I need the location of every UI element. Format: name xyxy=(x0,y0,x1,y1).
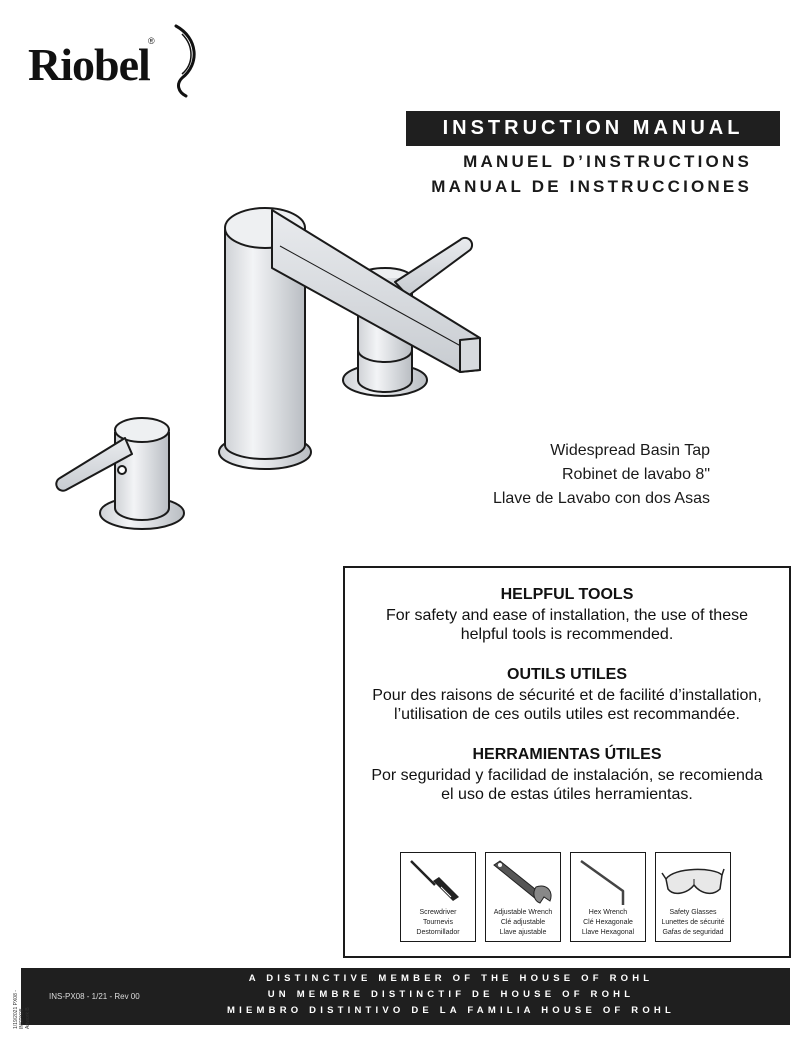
tools-text-fr-1: Pour des raisons de sécurité et de facilité d’installation, xyxy=(372,687,762,704)
brand-name: Riobel xyxy=(28,39,150,90)
tools-text-en-1: For safety and ease of installation, the use of these xyxy=(386,607,748,624)
tool-label-safety-glasses: Safety Glasses Lunettes de sécurité Gafas de seguridad xyxy=(661,909,725,936)
title-banner xyxy=(406,111,780,146)
tool-card-hex-key xyxy=(570,852,646,942)
side-print-code: 1/19/2021 PX08 - INSPX08 Artwork B xyxy=(13,990,31,1029)
brand-logo xyxy=(28,24,198,98)
footer-line-fr: UN MEMBRE DISTINCTIF DE HOUSE OF ROHL xyxy=(267,989,635,1000)
tool-card-screwdriver xyxy=(400,852,476,942)
registered-mark: ® xyxy=(148,36,155,46)
product-name-spanish: Llave de Lavabo con dos Asas xyxy=(492,490,710,507)
tool-label-hex-key: Hex Wrench Clé Hexagonale Llave Hexagonal xyxy=(581,909,635,936)
page-title: INSTRUCTION MANUAL xyxy=(442,117,744,139)
tool-card-wrench xyxy=(485,852,561,942)
footer-line-en: A DISTINCTIVE MEMBER OF THE HOUSE OF ROHL xyxy=(248,973,654,984)
tools-heading-fr: OUTILS UTILES xyxy=(507,666,627,683)
logo-swirl-icon xyxy=(168,24,202,98)
tools-text-en-2: helpful tools is recommended. xyxy=(460,626,674,643)
safety-glasses-icon xyxy=(660,857,726,907)
tool-label-screwdriver: Screwdriver Tournevis Destornillador xyxy=(416,909,460,936)
faucet-illustration xyxy=(40,190,510,550)
title-french: MANUEL D’INSTRUCTIONS xyxy=(463,152,752,171)
product-name-english: Widespread Basin Tap xyxy=(550,442,710,459)
hex-key-icon xyxy=(575,857,641,907)
footer-line-es: MIEMBRO DISTINTIVO DE LA FAMILIA HOUSE OF ROHL xyxy=(227,1005,675,1016)
tools-text-es-1: Por seguridad y facilidad de instalación, se recomienda xyxy=(371,767,763,784)
tools-heading-en: HELPFUL TOOLS xyxy=(500,586,634,603)
screwdriver-icon xyxy=(405,857,471,907)
footer-band xyxy=(21,968,790,1025)
tool-label-wrench: Adjustable Wrench Clé adjustable Llave ajustable xyxy=(493,909,553,936)
tools-text-fr-2: l’utilisation de ces outils utiles est recommandée. xyxy=(394,706,740,723)
wrench-icon xyxy=(490,857,556,907)
tools-heading-es: HERRAMIENTAS ÚTILES xyxy=(472,746,662,763)
title-spanish: MANUAL DE INSTRUCCIONES xyxy=(431,177,752,196)
product-name-french: Robinet de lavabo 8" xyxy=(561,466,710,483)
tool-card-safety-glasses xyxy=(655,852,731,942)
helpful-tools-box xyxy=(343,566,791,958)
tools-text-es-2: el uso de estas útiles herramientas. xyxy=(441,786,693,803)
document-code: INS-PX08 - 1/21 - Rev 00 xyxy=(49,992,140,1001)
